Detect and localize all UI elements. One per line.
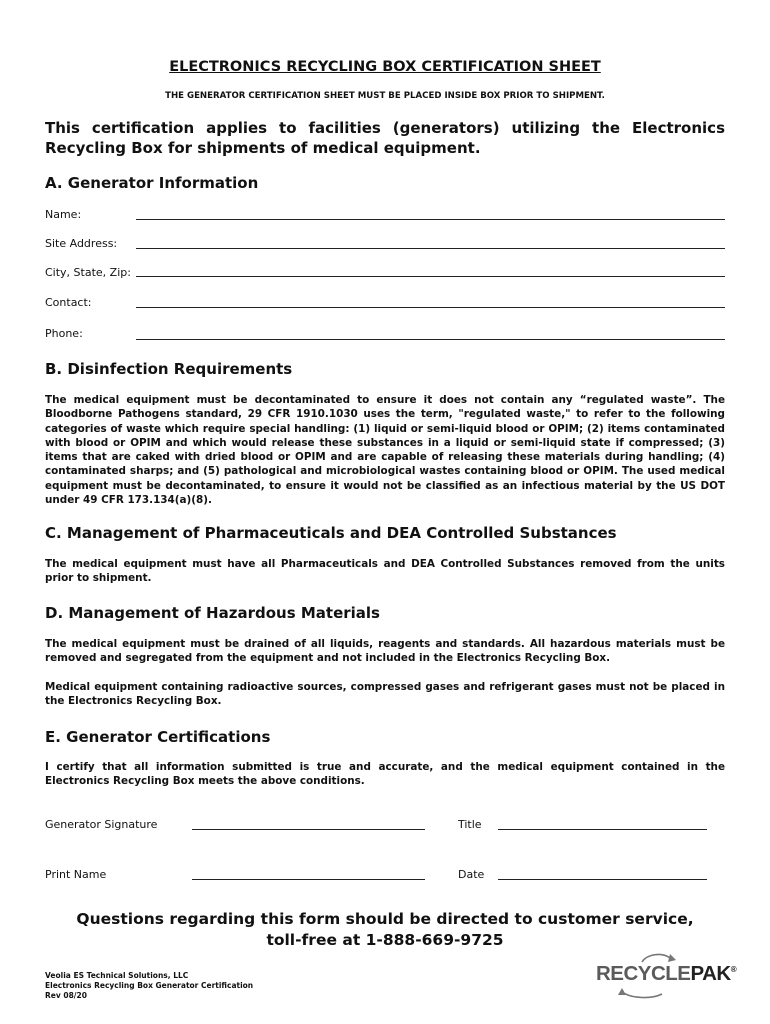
questions-line-1: Questions regarding this form should be directed to customer service, bbox=[76, 910, 694, 928]
generator-signature-field[interactable] bbox=[192, 829, 425, 830]
title-label: Title bbox=[458, 818, 482, 831]
logo-wordmark: RECYCLEPAK® bbox=[596, 962, 737, 985]
hazardous-text-2: Medical equipment containing radioactive sources, compressed gases and refrigerant gases must not be placed in the Electronics Recycling Box. bbox=[45, 681, 725, 708]
section-b-heading: B. Disinfection Requirements bbox=[45, 360, 293, 378]
contact-field[interactable] bbox=[136, 307, 725, 308]
recyclepak-logo bbox=[592, 952, 737, 1000]
print-name-label: Print Name bbox=[45, 868, 107, 881]
footer-form-name: Electronics Recycling Box Generator Certification bbox=[45, 981, 254, 990]
certification-text: I certify that all information submitted is true and accurate, and the medical equipment contained in the Electronics Recycling Box meets the above conditions. bbox=[45, 761, 725, 788]
city-state-zip-label: City, State, Zip: bbox=[45, 266, 131, 279]
customer-service-note bbox=[0, 909, 770, 951]
section-c-heading: C. Management of Pharmaceuticals and DEA Controlled Substances bbox=[45, 524, 617, 542]
date-label: Date bbox=[458, 868, 485, 881]
city-state-zip-field[interactable] bbox=[136, 276, 725, 277]
phone-label: Phone: bbox=[45, 327, 83, 340]
title-field[interactable] bbox=[498, 829, 707, 830]
section-d-heading: D. Management of Hazardous Materials bbox=[45, 604, 380, 622]
site-address-field[interactable] bbox=[136, 248, 725, 249]
intro-statement: This certification applies to facilities (generators) utilizing the Electronics Recycling Box for shipments of medical equipment. bbox=[45, 119, 725, 157]
phone-field[interactable] bbox=[136, 339, 725, 340]
disinfection-text: The medical equipment must be decontaminated to ensure it does not contain any “regulated waste”. The Bloodborne Pathogens standard, 29 CFR 1910.1030 uses the term, "regulated waste," to refer to the following categories of waste which require special handling: (1) liquid or semi-liquid blood or OPIM; (2) items contaminated with blood or OPIM and which would release these substances in a liquid or semi-liquid state if compressed; (3) items that are caked with dried blood or OPIM and are capable of releasing these materials during handling; (4) contaminated sharps; and (5) pathological and microbiological wastes containing blood or OPIM. The used medical equipment must be decontaminated, to ensure it would not be classified as an infectious material by the US DOT under 49 CFR 173.134(a)(8). bbox=[45, 394, 725, 507]
hazardous-text-1: The medical equipment must be drained of all liquids, reagents and standards. All hazardous materials must be removed and segregated from the equipment and not included in the Electronics Recycling Box. bbox=[45, 638, 725, 665]
date-field[interactable] bbox=[498, 879, 707, 880]
document-title: ELECTRONICS RECYCLING BOX CERTIFICATION SHEET bbox=[169, 59, 601, 75]
document-subtitle: THE GENERATOR CERTIFICATION SHEET MUST BE PLACED INSIDE BOX PRIOR TO SHIPMENT. bbox=[165, 91, 605, 101]
print-name-field[interactable] bbox=[192, 879, 425, 880]
name-label: Name: bbox=[45, 208, 82, 221]
pharmaceuticals-text: The medical equipment must have all Pharmaceuticals and DEA Controlled Substances removed from the units prior to shipment. bbox=[45, 558, 725, 585]
footer-revision: Rev 08/20 bbox=[45, 991, 87, 1000]
name-field[interactable] bbox=[136, 219, 725, 220]
generator-signature-label: Generator Signature bbox=[45, 818, 158, 831]
footer-company: Veolia ES Technical Solutions, LLC bbox=[45, 971, 189, 980]
section-a-heading: A. Generator Information bbox=[45, 174, 259, 192]
footer bbox=[45, 971, 253, 1001]
site-address-label: Site Address: bbox=[45, 237, 118, 250]
questions-line-2: toll-free at 1-888-669-9725 bbox=[266, 931, 504, 949]
contact-label: Contact: bbox=[45, 296, 92, 309]
section-e-heading: E. Generator Certifications bbox=[45, 728, 271, 746]
